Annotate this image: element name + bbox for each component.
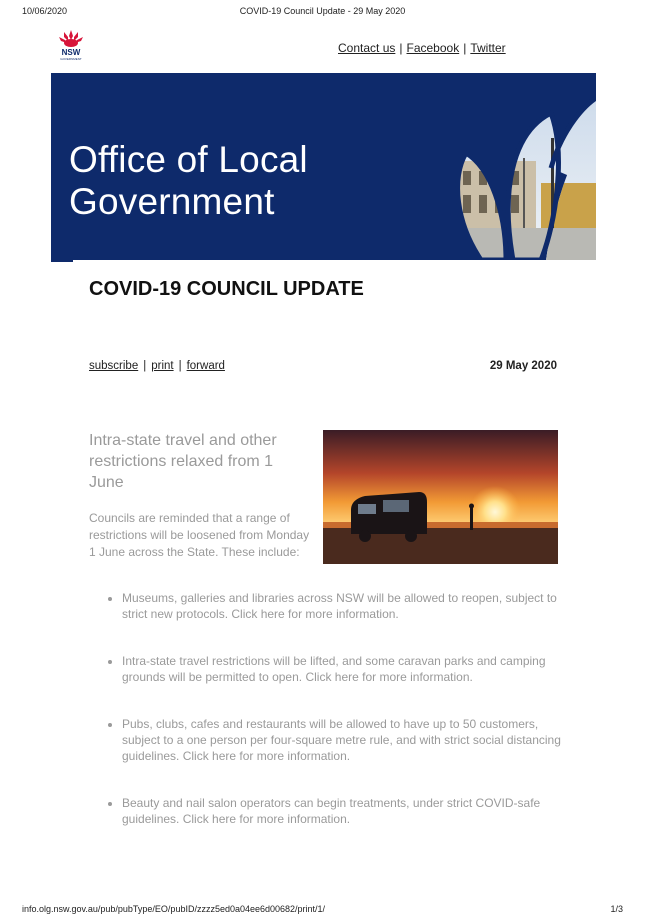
logo-subtext: GOVERNMENT <box>60 57 82 61</box>
page-number: 1/3 <box>610 904 623 914</box>
link-separator: | <box>399 41 403 55</box>
restrictions-list <box>106 590 572 858</box>
banner-divider <box>51 260 73 262</box>
banner-title-line-2: Government <box>69 181 275 222</box>
publication-date: 29 May 2020 <box>489 360 557 372</box>
nav-separator: | <box>178 360 182 372</box>
article-intro: Councils are reminded that a range of restrictions will be loosened from Monday 1 June across the State. These include: <box>89 511 310 559</box>
campervan-sunset-photo <box>323 430 558 564</box>
twitter-link[interactable]: Twitter <box>470 41 506 55</box>
list-item: • Beauty and nail salon operators can begin treatments, under strict COVID-safe guidelines. Click here for more information. <box>122 795 572 827</box>
subscribe-print-forward-nav <box>89 360 225 372</box>
article-title: Intra-state travel and other restrictions relaxed from 1 June <box>89 432 277 491</box>
top-links <box>338 41 506 55</box>
office-of-local-government-banner <box>51 73 596 260</box>
logo-text: NSW <box>61 48 81 57</box>
nsw-waratah-logo[interactable] <box>56 28 86 62</box>
print-date: 10/06/2020 <box>22 6 68 16</box>
print-url: info.olg.nsw.gov.au/pub/pubType/EO/pubID/zzzz5ed0a04ee6d00682/print/1/ <box>22 904 326 914</box>
list-item: • Intra-state travel restrictions will be lifted, and some caravan parks and camping grounds will be permitted to open. Click here for more information. <box>122 653 572 685</box>
banner-title <box>69 139 308 223</box>
link-separator: | <box>463 41 467 55</box>
list-item: • Museums, galleries and libraries across NSW will be allowed to reopen, subject to strict new protocols. Click here for more information. <box>122 590 572 622</box>
print-link[interactable]: print <box>151 360 174 372</box>
nav-separator: | <box>143 360 147 372</box>
forward-link[interactable]: forward <box>186 360 225 372</box>
subscribe-link[interactable]: subscribe <box>89 360 139 372</box>
facebook-link[interactable]: Facebook <box>406 41 460 55</box>
page-heading: COVID-19 COUNCIL UPDATE <box>89 278 364 300</box>
contact-us-link[interactable]: Contact us <box>338 41 396 55</box>
print-page-title: COVID-19 Council Update - 29 May 2020 <box>239 6 406 16</box>
list-item: • Pubs, clubs, cafes and restaurants will be allowed to have up to 50 customers, subject to a one person per four-square metre rule, and with strict social distancing guidelines. Click here for more information. <box>122 716 572 764</box>
banner-title-line-1: Office of Local <box>69 139 308 180</box>
